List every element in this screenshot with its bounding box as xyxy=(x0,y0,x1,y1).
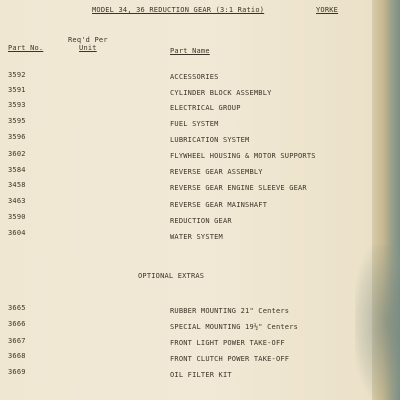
column-header-part-no: Part No. xyxy=(8,44,44,52)
column-header-reqd-line1: Req'd Per xyxy=(68,36,108,44)
part-number: 3666 xyxy=(8,320,26,328)
part-number: 3591 xyxy=(8,86,26,94)
part-name: ACCESSORIES xyxy=(170,73,219,81)
part-number: 3463 xyxy=(8,197,26,205)
part-name: CYLINDER BLOCK ASSEMBLY xyxy=(170,89,272,97)
part-number: 3458 xyxy=(8,181,26,189)
part-number: 3593 xyxy=(8,101,26,109)
part-name: REDUCTION GEAR xyxy=(170,217,232,225)
part-number: 3604 xyxy=(8,229,26,237)
part-name: SPECIAL MOUNTING 19½" Centers xyxy=(170,323,299,331)
column-header-reqd-per-unit xyxy=(68,36,108,52)
part-number: 3596 xyxy=(8,133,26,141)
part-number: 3590 xyxy=(8,213,26,221)
water-stain xyxy=(355,245,400,400)
part-name: LUBRICATION SYSTEM xyxy=(170,136,250,144)
part-number: 3669 xyxy=(8,368,26,376)
part-name: FLYWHEEL HOUSING & MOTOR SUPPORTS xyxy=(170,152,316,160)
part-name: FUEL SYSTEM xyxy=(170,120,219,128)
part-name: RUBBER MOUNTING 21" Centers xyxy=(170,307,290,315)
part-name: REVERSE GEAR ENGINE SLEEVE GEAR xyxy=(170,184,307,192)
part-number: 3595 xyxy=(8,117,26,125)
part-name: REVERSE GEAR ASSEMBLY xyxy=(170,168,263,176)
part-name: FRONT CLUTCH POWER TAKE-OFF xyxy=(170,355,290,363)
optional-extras-heading: OPTIONAL EXTRAS xyxy=(138,272,205,280)
part-name: OIL FILTER KIT xyxy=(170,371,232,379)
part-name: WATER SYSTEM xyxy=(170,233,223,241)
part-name: REVERSE GEAR MAINSHAFT xyxy=(170,201,268,209)
document-header-right: YORKE xyxy=(316,6,339,14)
part-name: ELECTRICAL GROUP xyxy=(170,104,241,112)
part-number: 3584 xyxy=(8,166,26,174)
part-number: 3592 xyxy=(8,71,26,79)
part-number: 3667 xyxy=(8,337,26,345)
part-number: 3602 xyxy=(8,150,26,158)
part-number: 3668 xyxy=(8,352,26,360)
part-name: FRONT LIGHT POWER TAKE-OFF xyxy=(170,339,285,347)
column-header-part-name: Part Name xyxy=(170,47,210,55)
part-number: 3665 xyxy=(8,304,26,312)
column-header-reqd-line2: Unit xyxy=(79,44,97,52)
document-title: MODEL 34, 36 REDUCTION GEAR (3:1 Ratio) xyxy=(92,6,265,14)
